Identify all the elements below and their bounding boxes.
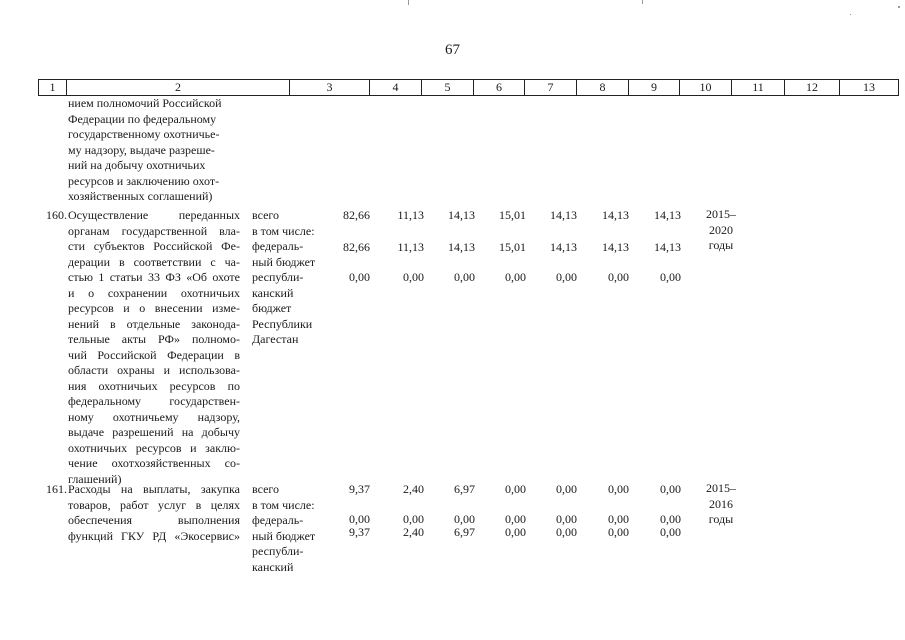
continuation-text: нием полномочий Российской Федерации по федеральному государственному охотничье- му надзору, выдаче разреше- ний на добычу охотничьих ресурсов и заключению охот- хозяйственных соглашений)	[68, 96, 222, 203]
value-cell: 14,13	[448, 208, 475, 222]
value-cell: 82,66	[343, 240, 370, 254]
value-cell: 0,00	[505, 525, 526, 539]
period-years: 2015– 2016 годы	[706, 481, 736, 526]
value-cell: 82,66	[343, 208, 370, 222]
value-cell: 0,00	[556, 512, 577, 526]
value-cell: 14,13	[602, 240, 629, 254]
scan-speck	[408, 0, 409, 5]
table-header-row	[38, 79, 899, 96]
column-header: 9	[629, 80, 680, 95]
value-cell: 14,13	[654, 240, 681, 254]
value-cell: 0,00	[608, 525, 629, 539]
value-cell: 9,37	[349, 482, 370, 496]
value-cell: 0,00	[660, 270, 681, 284]
value-cell: 0,00	[660, 482, 681, 496]
column-header: 2	[67, 80, 290, 95]
value-cell: 2,40	[403, 525, 424, 539]
funding-sources: всего в том числе: федераль- ный бюджет республи- канский бюджет Республики Дагестан	[252, 208, 316, 346]
value-cell: 14,13	[448, 240, 475, 254]
value-cell: 0,00	[608, 512, 629, 526]
value-cell: 0,00	[505, 482, 526, 496]
column-header: 13	[840, 80, 899, 95]
value-cell: 0,00	[505, 270, 526, 284]
value-cell: 0,00	[556, 482, 577, 496]
column-header: 10	[680, 80, 732, 95]
funding-sources: всего в том числе: федераль- ный бюджет республи- канский	[252, 482, 316, 574]
value-cell: 6,97	[454, 525, 475, 539]
value-cell: 0,00	[660, 525, 681, 539]
row-number: 160.	[46, 208, 67, 222]
value-cell: 9,37	[349, 525, 370, 539]
value-cell: 0,00	[403, 512, 424, 526]
column-header: 8	[577, 80, 629, 95]
value-cell: 15,01	[499, 240, 526, 254]
row-description: Расходы на выплаты, закупка товаров, работ услуг в целях обеспечения выполнения функций ГКУ РД «Экосервис»	[68, 482, 240, 543]
column-header: 7	[525, 80, 577, 95]
value-cell: 11,13	[397, 208, 424, 222]
scan-speck	[898, 6, 900, 8]
value-cell: 14,13	[550, 240, 577, 254]
value-cell: 14,13	[550, 208, 577, 222]
value-cell: 6,97	[454, 482, 475, 496]
value-cell: 0,00	[556, 525, 577, 539]
value-cell: 0,00	[454, 512, 475, 526]
scan-speck	[850, 14, 851, 15]
value-cell: 14,13	[654, 208, 681, 222]
page-number: 67	[445, 42, 460, 58]
value-cell: 11,13	[397, 240, 424, 254]
column-header: 1	[39, 80, 67, 95]
period-years: 2015– 2020 годы	[706, 207, 736, 252]
value-cell: 0,00	[454, 270, 475, 284]
value-cell: 15,01	[499, 208, 526, 222]
column-header: 6	[474, 80, 525, 95]
column-header: 12	[785, 80, 840, 95]
value-cell: 0,00	[349, 270, 370, 284]
value-cell: 0,00	[556, 270, 577, 284]
value-cell: 0,00	[505, 512, 526, 526]
value-cell: 14,13	[602, 208, 629, 222]
value-cell: 0,00	[660, 512, 681, 526]
value-cell: 0,00	[608, 270, 629, 284]
column-header: 4	[370, 80, 422, 95]
column-header: 11	[732, 80, 785, 95]
value-cell: 0,00	[403, 270, 424, 284]
value-cell: 0,00	[608, 482, 629, 496]
value-cell: 0,00	[349, 512, 370, 526]
value-cell: 2,40	[403, 482, 424, 496]
row-description: Осуществление переданных органам государственной вла- сти субъектов Российской Фе- дерации в соответствии с ча- стью 1 статьи 33 ФЗ «Об охоте и о сохранении охотничьих ресурсов и о внесении изме- нений в отдельные законода- тельные акты РФ» полномо- чий Российской Федерации в области охраны и использова- ния охотничьих ресурсов по федеральному государствен- ному охотничьему надзору, выдаче разрешений на добычу охотничьих ресурсов и заклю- чение охотхозяйственных со- глашений)	[68, 208, 240, 486]
row-number: 161.	[46, 482, 67, 496]
column-header: 3	[290, 80, 370, 95]
scan-speck	[642, 0, 643, 4]
column-header: 5	[422, 80, 474, 95]
